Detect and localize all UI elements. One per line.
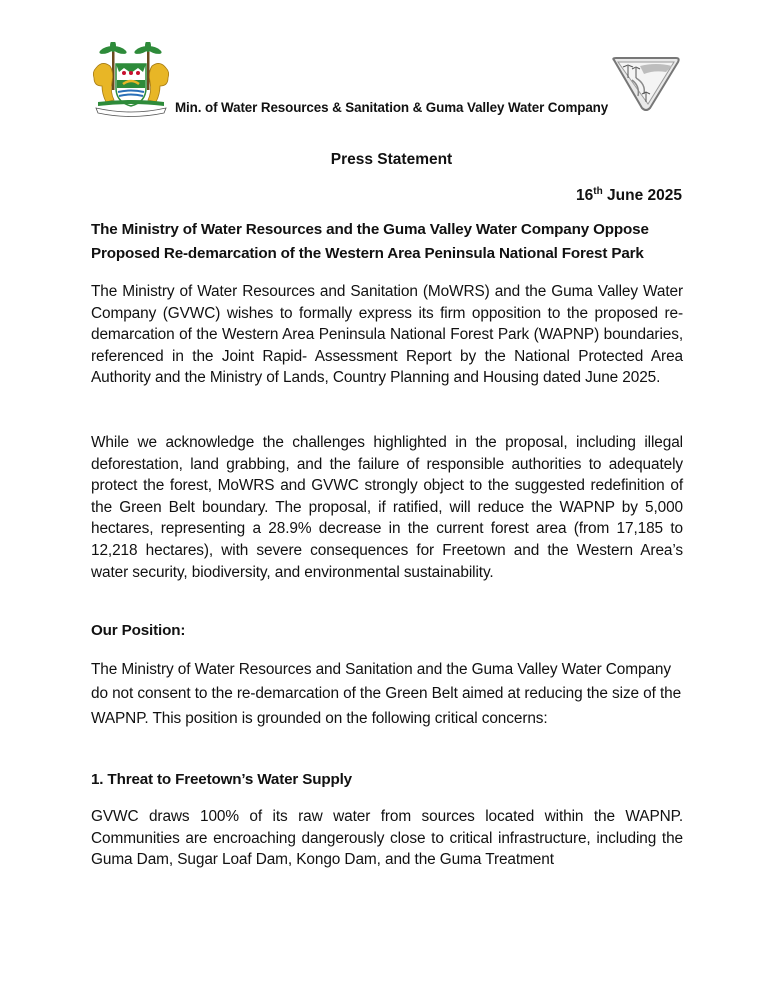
date-month-year: June 2025 <box>607 187 682 204</box>
date-day: 16 <box>576 187 594 204</box>
paragraph-acknowledgement: While we acknowledge the challenges highlighted in the proposal, including illegal deforestation, land grabbing, and the failure of responsible authorities to adequately protect the forest, MoWRS and GVWC strongly object to the suggested redefinition of the Green Belt boundary. The proposal, if ratified, will reduce the WAPNP by 5,000 hectares, representing a 28.9% decrease in the current forest area (from 17,185 to 12,218 hectares), with severe consequences for Freetown and the Western Area’s water security, biodiversity, and environmental sustainability. <box>91 434 683 581</box>
section-body-our-position: The Ministry of Water Resources and Sanitation and the Guma Valley Water Company do not consent to the re-demarcation of the Green Belt aimed at reducing the size of the WAPNP. This position is grounded on the following critical concerns: <box>91 661 682 727</box>
gvwc-triangle-logo-icon <box>610 56 682 112</box>
section-heading-our-position: Our Position: <box>91 622 186 639</box>
document-title <box>0 151 773 169</box>
section-body-water-supply-threat: GVWC draws 100% of its raw water from sources located within the WAPNP. Communities are encroaching dangerously close to critical infrastructure, including the Guma Dam, Sugar Loaf Dam, Kongo Dam, and the Guma Treatment <box>91 808 683 869</box>
date-ordinal: th <box>593 186 603 197</box>
headline: The Ministry of Water Resources and the Guma Valley Water Company Oppose Proposed Re-demarcation of the Western Area Peninsula National Forest Park <box>91 221 649 262</box>
document-title-text: Press Statement <box>330 151 453 168</box>
gvwc-logo <box>610 56 682 112</box>
coat-of-arms-icon <box>88 42 174 118</box>
letterhead-organizations: Min. of Water Resources & Sanitation & Guma Valley Water Company <box>175 100 609 115</box>
document-date <box>576 186 682 205</box>
paragraph-intro: The Ministry of Water Resources and Sanitation (MoWRS) and the Guma Valley Water Company (GVWC) wishes to formally express its firm opposition to the proposed re-demarcation of the Western Area Peninsula National Forest Park (WAPNP) boundaries, referenced in the Joint Rapid- Assessment Report by the National Protected Area Authority and the Ministry of Lands, Country Planning and Housing dated June 2025. <box>91 283 683 387</box>
coat-of-arms-logo <box>88 42 174 118</box>
section-heading-water-supply-threat: 1. Threat to Freetown’s Water Supply <box>91 771 352 788</box>
